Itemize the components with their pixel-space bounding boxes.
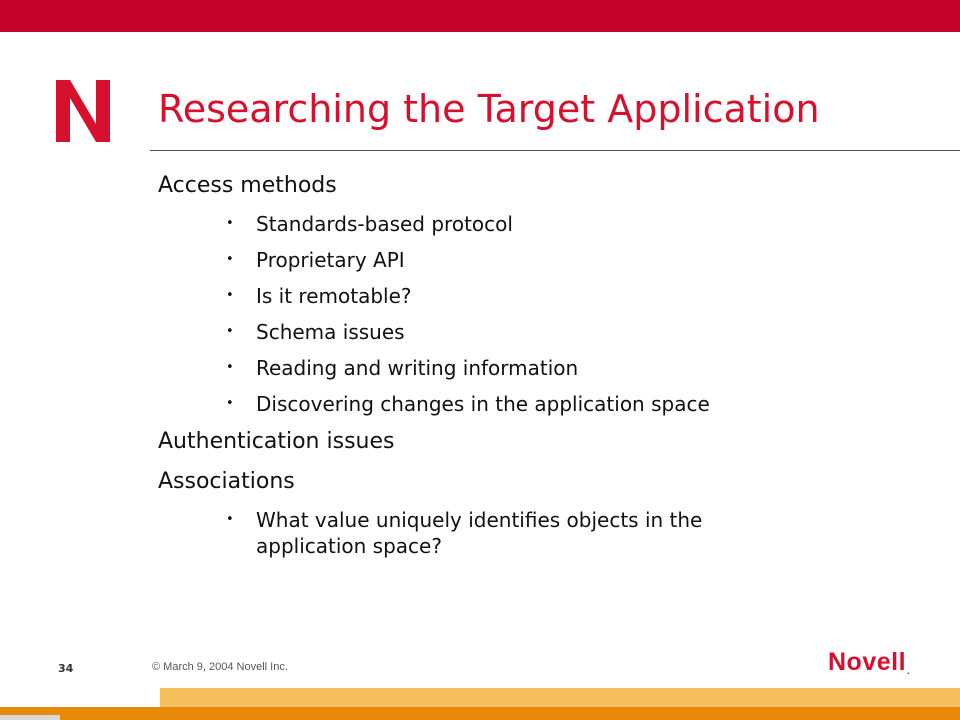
- bullet-item: [158, 319, 938, 345]
- top-accent-bar: [0, 0, 960, 32]
- bullet-text: Proprietary API: [256, 248, 405, 272]
- heading-authentication-issues: Authentication issues: [158, 429, 395, 454]
- bullet-text: Is it remotable?: [256, 284, 412, 308]
- bullet-text: What value uniquely identifies objects in the application space?: [256, 508, 703, 558]
- footer-band-edge: [60, 715, 960, 720]
- bullet-item: [158, 507, 816, 559]
- novell-n-logo-icon: [54, 78, 112, 144]
- slide-title: Researching the Target Application: [158, 87, 820, 131]
- bullet-text: Standards-based protocol: [256, 212, 513, 236]
- novell-wordmark-logo: [828, 648, 910, 677]
- bullet-item: [158, 283, 938, 309]
- brand-name: Novell: [828, 648, 907, 676]
- heading-associations: Associations: [158, 469, 295, 494]
- heading-access-methods: Access methods: [158, 173, 337, 198]
- title-divider: [150, 150, 960, 151]
- bullet-text: Discovering changes in the application space: [256, 392, 710, 416]
- page-number: 34: [58, 662, 74, 675]
- footer-band-gray: [0, 715, 60, 720]
- bullet-item: [158, 391, 938, 417]
- footer-band-light: [160, 688, 960, 708]
- brand-mark: .: [907, 666, 911, 676]
- bullet-dot-icon: •: [226, 360, 234, 375]
- copyright-notice: © March 9, 2004 Novell Inc.: [152, 661, 288, 673]
- bullet-dot-icon: •: [226, 512, 234, 527]
- bullet-dot-icon: •: [226, 396, 234, 411]
- slide-body: [158, 171, 938, 559]
- bullet-dot-icon: •: [226, 216, 234, 231]
- bullet-item: [158, 211, 938, 237]
- bullet-text: Schema issues: [256, 320, 405, 344]
- bullet-item: [158, 247, 938, 273]
- footer-band-dark: [0, 707, 960, 715]
- bullet-dot-icon: •: [226, 252, 234, 267]
- bullet-text: Reading and writing information: [256, 356, 579, 380]
- bullet-dot-icon: •: [226, 324, 234, 339]
- bullet-dot-icon: •: [226, 288, 234, 303]
- bullet-item: [158, 355, 938, 381]
